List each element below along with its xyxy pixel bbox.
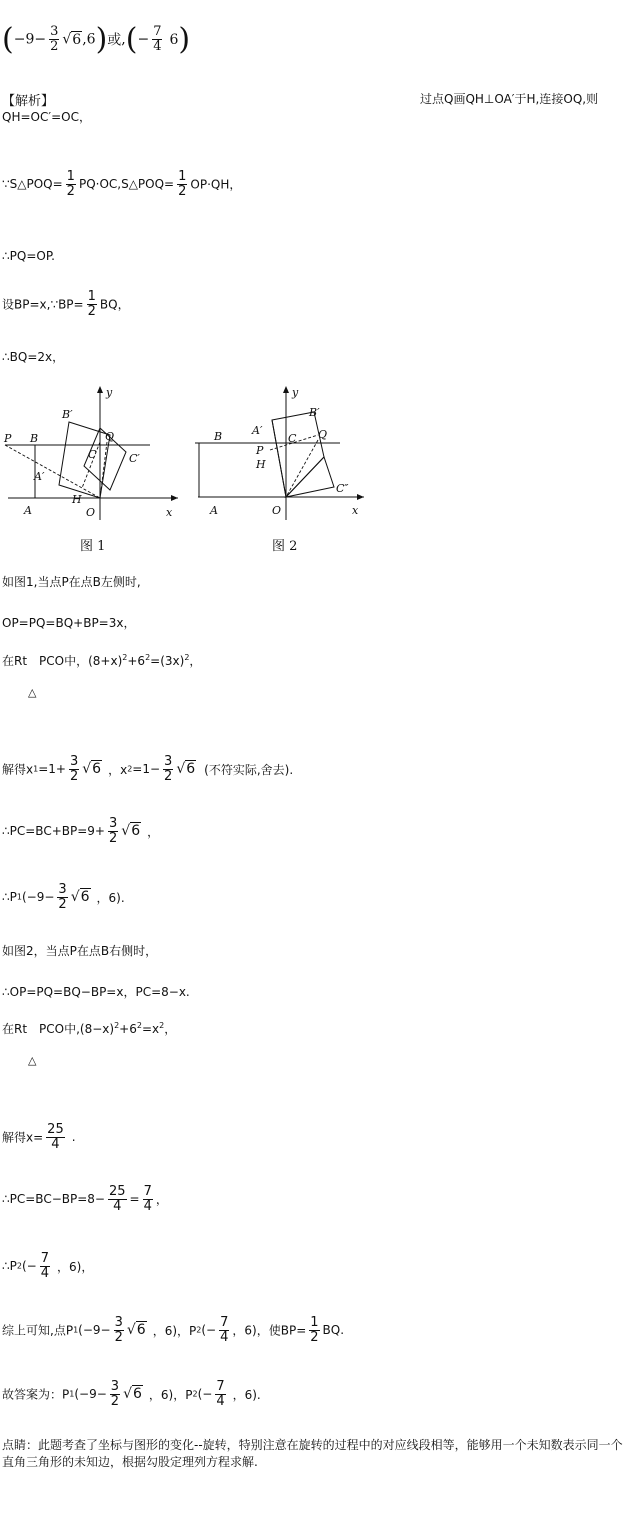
fig1-label-B2: B′ bbox=[62, 408, 73, 421]
fig2-label-A2: A′ bbox=[252, 424, 263, 437]
case2-rt-equation: 在Rt PCO中$,(8-x)^2+6^2=x^2$， bbox=[2, 1021, 177, 1036]
fraction: $\frac{3}{2}$ bbox=[108, 816, 118, 846]
fig1-label-B: B bbox=[30, 432, 39, 445]
fraction: $\frac{7}{4}$ bbox=[40, 1251, 49, 1281]
triangle-symbol: △ bbox=[28, 1054, 37, 1067]
fig2-label-C2: C″ bbox=[336, 482, 349, 495]
right-paren: ) bbox=[95, 22, 108, 57]
area-equation: ∵S△POQ= $\frac{1}{2}$ PQ·OC,S△POQ= $\frac{1}{2}$ OP·QH， bbox=[2, 169, 242, 199]
fraction: $\frac{1}{2}$ bbox=[87, 289, 96, 319]
fig1-label-C2: C′ bbox=[129, 452, 140, 465]
sqrt-expression: √6 bbox=[62, 31, 82, 48]
fraction: $\frac{1}{2}$ bbox=[66, 169, 75, 199]
fraction: $\frac{7}{4}$ bbox=[143, 1184, 152, 1214]
comment-paragraph: 点睛：此题考查了坐标与图形的变化--旋转，特别注意在旋转的过程中的对应线段相等，能够用一个未知数表示同一个直角三角形的未知边，根据勾股定理列方程求解. bbox=[2, 1438, 623, 1469]
sqrt-expression: √6 bbox=[176, 761, 196, 778]
figure-1-caption: 图 1 bbox=[80, 539, 106, 554]
case1-pc: ∴PC=BC+BP=9+ $\frac{3}{2}$ √6 ， bbox=[2, 816, 160, 846]
set-bp: 设BP=x,∵BP= $\frac{1}{2}$ BQ， bbox=[2, 289, 130, 319]
figure-2 bbox=[190, 380, 380, 530]
figure-1 bbox=[0, 380, 190, 530]
fraction: $\frac{1}{2}$ bbox=[310, 1315, 319, 1345]
fraction: $\frac{3}{2}$ bbox=[69, 754, 79, 784]
sqrt-expression: √6 bbox=[121, 823, 141, 840]
case2-p2: ∴P2(− $\frac{7}{4}$ ，6)， bbox=[2, 1251, 94, 1281]
analysis-intro-cont: QH=OC′=OC， bbox=[2, 110, 91, 124]
fig2-label-y: y bbox=[292, 386, 299, 399]
sqrt-expression: √6 bbox=[82, 761, 102, 778]
sqrt-expression: √6 bbox=[126, 1322, 146, 1339]
fig1-label-C: C bbox=[88, 448, 97, 461]
case1-intro: 如图1,当点P在点B左侧时, bbox=[2, 575, 141, 589]
fig2-label-A: A bbox=[210, 504, 218, 517]
fig2-label-O: O bbox=[272, 504, 282, 517]
fraction: $\frac{7}{4}$ bbox=[216, 1379, 225, 1409]
fig1-label-A2: A′ bbox=[34, 470, 45, 483]
summary-line: 综上可知,点P1(−9− $\frac{3}{2}$ √6 ，6)，P2(− $\frac{7}{4}$ ，6)，使BP= $\frac{1}{2}$ BQ. bbox=[2, 1315, 345, 1345]
fig2-label-B2: B′ bbox=[309, 406, 320, 419]
fraction: $\frac{3}{2}$ bbox=[164, 754, 173, 784]
fraction: $\frac{3}{2}$ bbox=[50, 24, 59, 54]
fig1-label-x: x bbox=[166, 506, 173, 519]
case2-eq1: ∴OP=PQ=BQ−BP=x，PC=8−x. bbox=[2, 985, 190, 999]
case2-intro: 如图2，当点P在点B右侧时， bbox=[2, 944, 158, 958]
pq-equals-op: ∴PQ=OP. bbox=[2, 249, 55, 263]
fig2-label-Q: Q bbox=[318, 428, 328, 441]
analysis-intro: 过点Q画QH⊥OA′于H,连接OQ,则 bbox=[420, 92, 599, 106]
case1-solve: 解得x1=1+ $\frac{3}{2}$ √6 ，x2=1− $\frac{3}{2}$ √6 (不符实际,舍去). bbox=[2, 754, 294, 784]
fraction: $\frac{3}{2}$ bbox=[110, 1379, 120, 1409]
sqrt-expression: √6 bbox=[70, 889, 90, 906]
fig2-label-P: P bbox=[256, 444, 264, 457]
sqrt-expression: √6 bbox=[123, 1386, 142, 1403]
fig1-label-H: H bbox=[72, 493, 82, 506]
triangle-symbol: △ bbox=[28, 686, 37, 699]
case1-rt-equation: 在Rt PCO中，$(8+x)^2+6^2=(3x)^2$， bbox=[2, 653, 202, 668]
fraction: $\frac{3}{2}$ bbox=[58, 882, 67, 912]
fraction: $\frac{3}{2}$ bbox=[114, 1315, 123, 1345]
fig1-label-y: y bbox=[106, 386, 113, 399]
case1-eq1: OP=PQ=BQ+BP=3x， bbox=[2, 616, 136, 630]
fig1-label-A: A bbox=[24, 504, 32, 517]
bq-equals-2x: ∴BQ=2x， bbox=[2, 350, 65, 364]
fraction: $\frac{25}{4}$ bbox=[108, 1184, 126, 1214]
fraction: $\frac{1}{2}$ bbox=[178, 169, 187, 199]
case2-pc: ∴PC=BC−BP=8− $\frac{25}{4}$ = $\frac{7}{4}$ ， bbox=[2, 1184, 168, 1214]
fig2-label-C: C bbox=[288, 432, 297, 445]
fraction: $\frac{7}{4}$ bbox=[220, 1315, 229, 1345]
fig2-label-H: H bbox=[256, 458, 266, 471]
fraction: $\frac{7}{4}$ bbox=[153, 24, 162, 54]
figure-2-caption: 图 2 bbox=[272, 539, 298, 554]
fig1-label-Q: Q bbox=[105, 430, 115, 443]
fig1-label-O: O bbox=[86, 506, 96, 519]
left-paren: ( bbox=[2, 22, 14, 57]
case2-solve: 解得x= $\frac{25}{4}$ . bbox=[2, 1122, 76, 1152]
fig2-label-x: x bbox=[352, 504, 359, 517]
fig2-label-B: B bbox=[214, 430, 223, 443]
final-answer-line: 故答案为：P1(−9− $\frac{3}{2}$ √6 ，6)，P2(− $\frac{7}{4}$ ，6). bbox=[2, 1379, 261, 1409]
fig1-label-P: P bbox=[4, 432, 12, 445]
fraction: $\frac{25}{4}$ bbox=[47, 1122, 64, 1152]
case1-p1: ∴P1(−9− $\frac{3}{2}$ √6 ，6). bbox=[2, 882, 125, 912]
answer-line: (−9− $\frac{3}{2}$ √6,6)或,(− $\frac{7}{4}$ 6) bbox=[2, 22, 191, 57]
analysis-label: 【解析】 bbox=[2, 94, 55, 109]
